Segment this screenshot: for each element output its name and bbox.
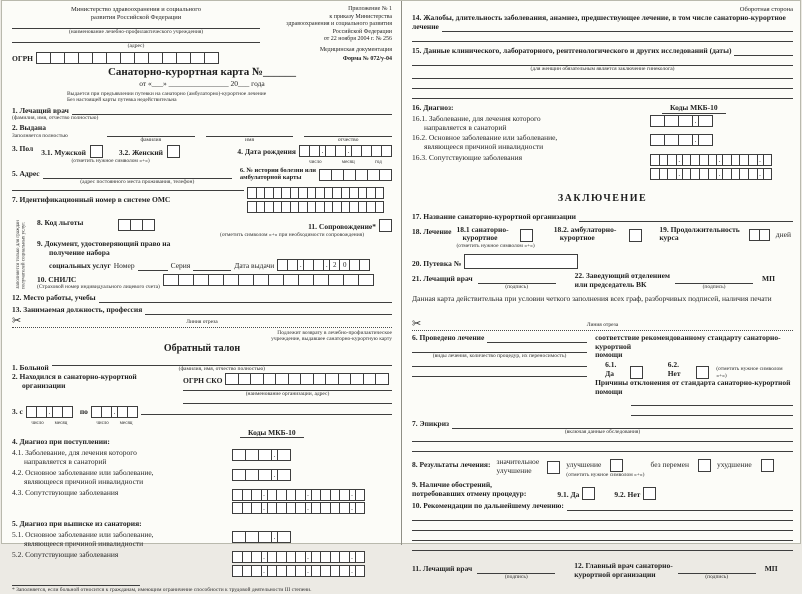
scissors-icon: ✂	[12, 314, 22, 327]
recommendations-blank	[567, 502, 793, 511]
item-8-11-row	[37, 219, 392, 238]
talon-item-6-caption: (виды лечения, количество процедур, их переносимость)	[432, 352, 567, 359]
item-11-caption: (отметить символом «+» при необходимости сопровождения)	[220, 231, 365, 238]
doc-number-label: Номер	[113, 260, 135, 270]
item-10-label: 10. СНИЛС	[37, 274, 77, 284]
talon-item-11-12-row	[412, 561, 793, 580]
talon-item-7-label: 7. Эпикриз	[412, 418, 450, 428]
diag-4-3-boxes-2: . . .	[232, 502, 365, 514]
item-15-caption: (для женщин обязательным является заключение гинеколога)	[530, 65, 675, 72]
surname-caption: фамилия	[140, 136, 162, 143]
standard-yes-no-row	[595, 361, 793, 379]
item-6-label-2: амбулаторной карты	[239, 174, 302, 182]
return-note-2: учреждение, выдавшее санаторно-курортную карту	[271, 336, 392, 343]
item-15-label: 15. Данные клинического, лабораторного, рентгенологического и других исследований (даты)	[412, 45, 732, 55]
result-worse-checkbox	[761, 459, 774, 472]
cut-line-front	[12, 314, 392, 328]
ogrn-row	[12, 52, 260, 64]
diag-5-header: 5. Диагноз при выписке из санатория:	[12, 519, 142, 529]
conclusion-title: ЗАКЛЮЧЕНИЕ	[557, 192, 648, 204]
talon-item-8-label: 8. Результаты лечения:	[412, 459, 491, 469]
stay-from-boxes-col	[26, 406, 73, 427]
treatment-sanatorium-group	[456, 226, 534, 250]
exams-blank	[734, 47, 793, 56]
doc-date-boxes: . . 2 0	[277, 259, 370, 271]
standard-yes-label: 6.1. Да	[605, 360, 617, 379]
talon-item-9-label: 9. Наличие обострений, потребовавших отмену процедур:	[412, 480, 527, 499]
talon-item-12-label: 12. Главный врач санаторно- курортной организации	[574, 561, 673, 580]
result-unchanged-checkbox	[698, 459, 711, 472]
issue-date-line: от «___» ________________ 20___ года	[139, 78, 265, 88]
sex-options	[41, 145, 180, 164]
stay-to-label: по	[79, 406, 88, 416]
item-13-label: 13. Занимаемая должность, профессия	[12, 304, 143, 314]
diag-16-1-label: 16.1. Заболевание, для лечения которого направляется в санаторий	[412, 113, 541, 132]
talon-item-9-row	[412, 481, 793, 500]
social-services-section	[16, 217, 392, 291]
talon-item-7-row	[412, 420, 793, 429]
patient-name-blank	[52, 357, 392, 366]
snils-label-col	[37, 276, 160, 291]
talon-item-11-label: 11. Лечащий врач	[412, 564, 473, 574]
item-9-label-1: 9. Документ, удостоверяющий право на	[37, 239, 171, 249]
diag-5-2-boxes-2: . . .	[232, 565, 365, 577]
address-blank	[43, 170, 232, 179]
oms-boxes-row-2	[247, 201, 384, 213]
item-8-label: 8. Код льготы	[37, 217, 84, 227]
stay-to-captions: число месяц	[96, 420, 133, 426]
item-14-label-2: лечение	[412, 21, 439, 31]
social-side-note: Заполняется только для граждан получателей социальных услуг.	[16, 220, 27, 290]
item-9-fields-row	[37, 259, 392, 271]
item-20-label: 20. Путевка №	[412, 258, 462, 268]
address-line-2	[12, 189, 244, 191]
diag-4-1-label: 4.1. Заболевание, для лечения которого направляется в санаторий	[12, 448, 137, 467]
sex-mark-note: (отметить нужное символом «+»)	[71, 158, 150, 164]
mkb-header-front-wrap	[240, 429, 392, 438]
sex-female-checkbox	[167, 145, 180, 158]
item-18-label: 18. Лечение	[412, 226, 452, 236]
sko-name-blank	[579, 213, 793, 222]
item-7-col	[12, 187, 244, 205]
diag-4-2-row	[12, 469, 392, 487]
ministry-line-2: развития Российской Федерации	[90, 13, 182, 21]
mkb-header-front: Коды МКБ-10	[240, 428, 304, 438]
appendix-line: от 22 ноября 2004 г. № 256	[323, 36, 392, 42]
appendix-line: Российской Федерации	[332, 28, 392, 35]
reasons-line-1	[631, 404, 793, 406]
result-significant-checkbox	[547, 461, 560, 474]
diag-16-2-boxes: .	[650, 134, 713, 146]
doc-type: Медицинская документация	[319, 46, 392, 53]
sko-org-line-2	[183, 402, 392, 404]
course-duration-group	[659, 226, 791, 244]
diag-4-1-row	[12, 449, 392, 467]
ogrn-sko-row	[183, 373, 392, 385]
birthdate-captions	[299, 160, 392, 166]
item-3-label: 3. Пол	[12, 144, 34, 153]
recommendations-line-3	[412, 539, 793, 541]
treatment-mark-note: (отметить нужное символом «+»)	[456, 243, 535, 250]
escort-row	[220, 219, 392, 232]
item-3-4-row	[12, 145, 392, 166]
signature-caption: (подпись)	[504, 574, 528, 581]
diag-16-1-row	[412, 115, 793, 133]
complaints-blank	[442, 23, 793, 32]
position-blank	[145, 306, 392, 315]
reasons-line-2	[631, 414, 793, 416]
talon-item-2-label-2: организации	[22, 381, 66, 391]
footnote-text: * Заполняется, если больной относится к гражданам, имеющим ограничение способности к трудовой деятельности III степени.	[12, 587, 312, 594]
treatment-line-3	[412, 365, 587, 367]
item-7-oms-row	[12, 187, 392, 216]
chief-doctor-signature	[678, 561, 756, 580]
talon-title: Обратный талон	[163, 343, 241, 355]
recommendations-line-2	[412, 529, 793, 531]
standard-label-2: помощи	[595, 350, 623, 360]
doc-date-label: Дата выдачи	[234, 260, 275, 270]
doc-number-blank	[138, 262, 168, 271]
standard-no-checkbox	[696, 366, 709, 379]
talon-doctor-signature	[477, 561, 555, 580]
front-header	[12, 6, 392, 64]
stay-from-captions: число месяц	[31, 420, 68, 426]
item-10-row	[37, 274, 392, 291]
diag-4-3-grid	[232, 489, 392, 518]
treatment-sanatorium-checkbox	[520, 229, 533, 242]
item-14-label-1: 14. Жалобы, длительность заболевания, анамнез, предшествующее лечение, в том числе санаторно-курортное	[412, 12, 786, 22]
item-9-label-3: социальных услуг	[49, 260, 111, 270]
appendix-line: к приказу Министерства	[329, 13, 392, 20]
deviation-reasons-label: Причины отклонения от стандарта санаторно-курортной помощи	[595, 377, 791, 396]
item-20-row	[412, 254, 793, 269]
history-group	[240, 167, 392, 182]
scissors-icon: ✂	[412, 317, 422, 330]
treatment-line-4	[412, 375, 587, 377]
item-9-label-2: получение набора	[49, 247, 110, 257]
diag-4-3-boxes-1: . . .	[232, 489, 365, 501]
item-19-label: 19. Продолжительность курса	[659, 224, 740, 243]
talon-item-2-label-1: 2. Находился в санаторно-курортной	[12, 372, 137, 382]
cut-line-label: Линия отреза	[583, 322, 623, 328]
sex-female-label: 3.2. Женский	[118, 148, 163, 158]
oms-boxes-row-1	[247, 187, 384, 199]
item-12-row	[12, 294, 392, 303]
result-worse-label: ухудшение	[716, 459, 752, 469]
item-17-row	[412, 213, 793, 222]
voucher-number-box	[464, 254, 578, 269]
appendix-line: Приложение № 1	[348, 6, 392, 12]
sex-male-label: 3.1. Мужской	[41, 148, 86, 158]
item-5-6-row	[12, 167, 392, 185]
surname-blank	[107, 128, 195, 137]
diag-16-2-label: 16.2. Основное заболевание или заболевание, являющееся причиной инвалидности	[412, 133, 558, 152]
patronymic-col	[304, 124, 392, 143]
item-12-label: 12. Место работы, учебы	[12, 292, 96, 302]
validity-note: Данная карта действительна при условии четкого заполнения всех граф, разборчивых подписей, наличия печати	[412, 293, 772, 303]
diag-5-2-label: 5.2. Сопутствующие заболевания	[12, 549, 119, 559]
address-col	[43, 167, 232, 185]
year-caption: год	[374, 159, 382, 165]
stay-to-boxes: .	[91, 406, 138, 418]
result-unchanged-label: без перемен	[650, 459, 689, 469]
talon-item-1-label: 1. Больной	[12, 362, 49, 372]
standard-mark-note: (отметить нужное символом «+»)	[716, 366, 783, 379]
doc-series-blank	[193, 262, 231, 271]
history-number-boxes	[319, 169, 392, 181]
item-9-block	[37, 240, 392, 271]
patronymic-caption: отчество	[337, 136, 359, 143]
ogrn-sko-boxes	[225, 373, 389, 385]
recommendations-line-4	[412, 549, 793, 551]
item-13-row	[12, 306, 392, 315]
page-back	[402, 1, 802, 581]
snils-boxes	[163, 274, 374, 286]
item-21-label: 21. Лечащий врач	[412, 273, 473, 283]
return-note-1: Подлежит возврату в лечебно-профилактическое	[277, 329, 392, 336]
month-caption: месяц	[341, 159, 355, 165]
diag-5-1-label: 5.1. Основное заболевание или заболевание, являющееся причиной инвалидности	[12, 530, 154, 548]
item-7-label: 7. Идентификационный номер в системе ОМС	[12, 195, 171, 205]
talon-item-2-row	[12, 373, 392, 403]
diag-5-2-boxes-1: . . .	[232, 551, 365, 563]
signature-caption: (подпись)	[702, 283, 726, 290]
talon-item-2-label	[12, 373, 180, 391]
exacerbation-yes-label: 9.1. Да	[557, 490, 580, 500]
return-note	[12, 330, 392, 343]
standard-col	[595, 334, 793, 416]
item-6-label-1: 6. № истории болезни или	[239, 166, 316, 174]
recommendations-line-1	[412, 519, 793, 521]
diag-5-1-row	[12, 531, 392, 549]
oms-grid	[247, 187, 392, 216]
ogrn-boxes	[36, 52, 219, 64]
item-5-label: 5. Адрес	[12, 168, 40, 178]
course-days-boxes	[749, 229, 770, 241]
sanatorium-card-form	[1, 0, 801, 594]
sex-options-row	[41, 145, 180, 158]
signature-caption: (подпись)	[505, 283, 529, 290]
item-2-labels	[12, 124, 104, 139]
diag-16-2-row	[412, 134, 793, 152]
diag-16-3-row	[412, 154, 793, 183]
epicrisis-blank	[452, 420, 793, 429]
result-significant-group	[496, 458, 560, 476]
org-name-caption: (наименование лечебно-профилактического учреждения)	[68, 29, 204, 36]
diag-4-3-label: 4.3. Сопутствующие заболевания	[12, 487, 119, 497]
item-5-caption: (адрес постоянного места проживания, телефон)	[80, 178, 195, 185]
benefit-code-boxes	[118, 219, 155, 231]
chief-doctor-signature-blank	[678, 565, 756, 574]
exams-line-2	[412, 77, 793, 79]
talon-item-1-caption: (фамилия, имя, отчество полностью)	[178, 366, 266, 373]
result-improved-checkbox	[610, 459, 623, 472]
sko-org-caption: (наименование организации, адрес)	[245, 391, 330, 398]
form-number: Форма № 072/у-04	[342, 56, 392, 62]
item-1-caption: (фамилия, имя, отчество полностью)	[12, 115, 99, 122]
item-4-label: 4. Дата рождения	[237, 147, 296, 156]
item-10-caption: (Страховой номер индивидуального лицевого счета)	[37, 284, 160, 291]
result-mark-note: (отметить нужное символом «+»)	[566, 471, 645, 478]
ogrn-label: ОГРН	[12, 54, 34, 64]
treatment-done-col	[412, 334, 587, 377]
stamp-label: МП	[764, 564, 778, 574]
item-2-row	[12, 124, 392, 143]
workplace-blank	[99, 294, 392, 303]
item-2-note: Заполняется полностью	[12, 132, 68, 139]
firstname-blank	[206, 128, 294, 137]
item-17-label: 17. Название санаторно-курортной организации	[412, 211, 576, 221]
mkb-header-back: Коды МКБ-10	[662, 104, 726, 114]
result-improved-label: улучшение	[566, 459, 602, 469]
doctor-signature-blank	[478, 275, 556, 284]
issue-note-1: Выдается при предъявлении путевки на санаторно (амбулаторно)-курортное лечение	[67, 90, 267, 97]
days-label: дней	[775, 229, 791, 239]
diag-4-1-boxes: .	[232, 449, 291, 461]
talon-item-8-row	[412, 458, 793, 478]
head-signature	[675, 271, 753, 290]
talon-item-6-section	[412, 334, 793, 416]
talon-item-10-label: 10. Рекомендации по дальнейшему лечению:	[412, 501, 564, 511]
talon-item-1-row	[12, 357, 392, 372]
escort-group	[220, 219, 392, 238]
treatment-ambulatory-group	[554, 226, 643, 244]
doc-series-label: Серия	[170, 260, 191, 270]
stay-from-boxes: .	[26, 406, 73, 418]
item-14-row	[412, 23, 793, 32]
item-21-22-row	[412, 271, 793, 290]
epicrisis-line-2	[412, 440, 793, 442]
signature-caption: (подпись)	[705, 574, 729, 581]
exams-line-4	[412, 97, 793, 99]
cut-line-back	[412, 317, 793, 331]
sex-male-checkbox	[90, 145, 103, 158]
doctor-signature	[478, 271, 556, 290]
diag-5-2-grid	[232, 551, 392, 580]
doctor-name-blank	[72, 106, 392, 115]
surname-col	[107, 124, 195, 143]
result-improved-group	[566, 458, 644, 478]
standard-no-label: 6.2. Нет	[667, 360, 681, 379]
treatment-done-blank	[487, 334, 587, 343]
item-16-label: 16. Диагноз:	[412, 102, 454, 112]
diag-4-header: 4. Диагноз при поступлении:	[12, 437, 110, 447]
org-address-caption: (адрес)	[127, 42, 145, 49]
head-signature-blank	[675, 275, 753, 284]
escort-checkbox	[379, 219, 392, 232]
day-caption: число	[309, 159, 322, 165]
firstname-caption: имя	[245, 136, 254, 143]
item-1-label: 1. Лечащий врач	[12, 105, 69, 115]
exacerbation-no-label: 9.2. Нет	[614, 490, 641, 500]
exacerbation-no-checkbox	[643, 487, 656, 500]
appendix-line: здравоохранения и социального развития	[286, 21, 392, 27]
diag-16-3-grid	[650, 154, 793, 183]
diag-5-2-row	[12, 551, 392, 580]
cut-line-label: Линия отреза	[182, 319, 222, 325]
firstname-col	[206, 124, 294, 143]
diag-16-3-boxes-2: . . .	[650, 168, 772, 180]
result-unchanged-group	[650, 458, 711, 472]
header-left-col	[12, 6, 260, 64]
talon-item-10-row	[412, 502, 793, 511]
sko-col	[183, 373, 392, 403]
talon-item-6-label: 6. Проведено лечение	[412, 332, 485, 342]
epicrisis-line-3	[412, 450, 793, 452]
patronymic-blank	[304, 128, 392, 137]
diag-4-2-label: 4.2. Основное заболевание или заболевание, являющееся причиной инвалидности	[12, 467, 154, 486]
ogrn-sko-label: ОГРН СКО	[183, 375, 223, 385]
patient-name-col	[52, 357, 392, 372]
stay-to-boxes-col	[91, 406, 138, 427]
complaints-line-2	[412, 40, 793, 42]
back-side-note: Оборотная сторона	[739, 6, 793, 13]
stay-from-label: 3. с	[12, 406, 23, 416]
treatment-sanatorium-label: 18.1 санаторно- курортное	[456, 224, 509, 243]
standard-yes-checkbox	[630, 366, 643, 379]
talon-doctor-signature-blank	[477, 565, 555, 574]
exacerbation-yes-checkbox	[582, 487, 595, 500]
result-significant-label: значительное улучшение	[496, 456, 540, 475]
birthdate-boxes-col	[299, 145, 392, 166]
form-title: Санаторно-курортная карта №______	[107, 65, 297, 78]
item-2-label: 2. Выдана	[12, 122, 46, 132]
item-16-header-row	[412, 104, 793, 113]
result-worse-group	[717, 458, 774, 472]
treatment-ambulatory-label: 18.2. амбулаторно- курортное	[553, 224, 617, 243]
appendix-block	[263, 6, 392, 64]
issue-note-2: Без настоящей карты путевка недействительна	[67, 97, 177, 104]
item-22-label: 22. Заведующий отделением или председатель ВК	[574, 270, 671, 289]
exams-line-3	[412, 87, 793, 89]
stamp-label: МП	[762, 273, 775, 283]
birthdate-boxes: . .	[299, 145, 392, 157]
talon-item-3-row	[12, 406, 392, 427]
birthdate-group	[237, 145, 392, 166]
ministry-line-1: Министерство здравоохранения и социального	[70, 6, 202, 13]
diag-16-3-label: 16.3. Сопутствующие заболевания	[412, 153, 523, 163]
page-front	[2, 1, 402, 594]
talon-item-7-caption: (включая данные обследования)	[564, 428, 641, 435]
diag-16-1-boxes: .	[650, 115, 713, 127]
treatment-ambulatory-checkbox	[629, 229, 642, 242]
sko-org-line-3	[141, 406, 392, 415]
diag-5-1-boxes: .	[232, 531, 291, 543]
item-11-label: 11. Сопровождение*	[308, 221, 376, 231]
item-6-label	[240, 167, 316, 182]
item-18-19-row	[412, 226, 793, 250]
exacerbation-yes-no	[557, 481, 656, 500]
standard-label-1: соответствие рекомендованному стандарту санаторно-курортной	[595, 332, 781, 351]
item-15-row	[412, 47, 793, 56]
diag-4-3-row	[12, 489, 392, 518]
ministry-name	[12, 6, 260, 21]
diag-16-3-boxes-1: . . .	[650, 154, 772, 166]
diag-4-2-boxes: .	[232, 469, 291, 481]
